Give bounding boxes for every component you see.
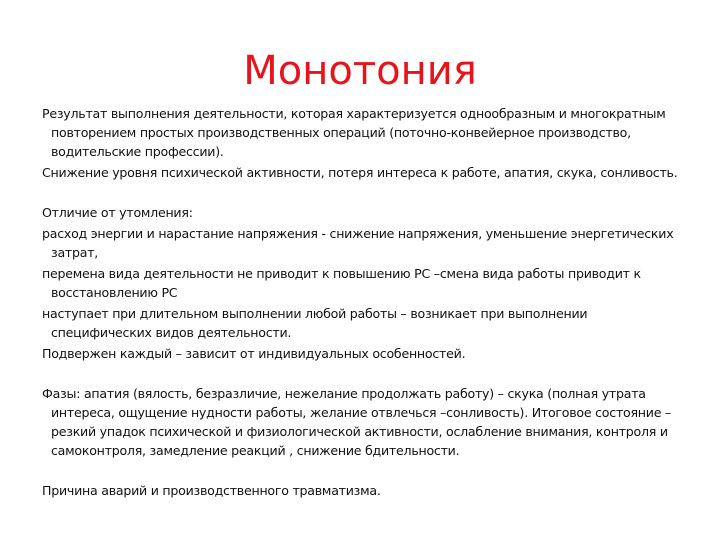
paragraph-susceptibility: Подвержен каждый – зависит от индивидуальных особенностей.: [42, 346, 466, 361]
paragraph-definition: Результат выполнения деятельности, которая характеризуется однообразным и многократным повторением простых производственных операций (поточно-конвейерное производство, водительские профессии).: [42, 106, 666, 159]
paragraph-difference-heading: Отличие от утомления:: [42, 205, 193, 220]
paragraph-phases: Фазы: апатия (вялость, безразличие, нежелание продолжать работу) – скука (полная утрата интереса, ощущение нудности работы, желание отвлечься –сонливость). Итоговое состояние – резкий упадок психической и физиологической активности, ослабление внимания, контроля и самоконтроля, замедление реакций , снижение бдительности.: [42, 386, 672, 458]
paragraph-consequence: Причина аварий и производственного травматизма.: [42, 483, 381, 498]
paragraph-difference-onset: наступает при длительном выполнении любой работы – возникает при выполнении специфических видов деятельности.: [42, 306, 588, 340]
paragraph-difference-activity-change: перемена вида деятельности не приводит к повышению РС –смена вида работы приводит к восстановлению РС: [42, 266, 641, 300]
slide-body: [42, 104, 682, 500]
paragraph-effects: Снижение уровня психической активности, потеря интереса к работе, апатия, скука, сонливость.: [42, 165, 678, 180]
paragraph-difference-energy: расход энергии и нарастание напряжения - снижение напряжения, уменьшение энергетических затрат,: [42, 226, 674, 260]
slide-title: Монотония: [243, 48, 477, 94]
